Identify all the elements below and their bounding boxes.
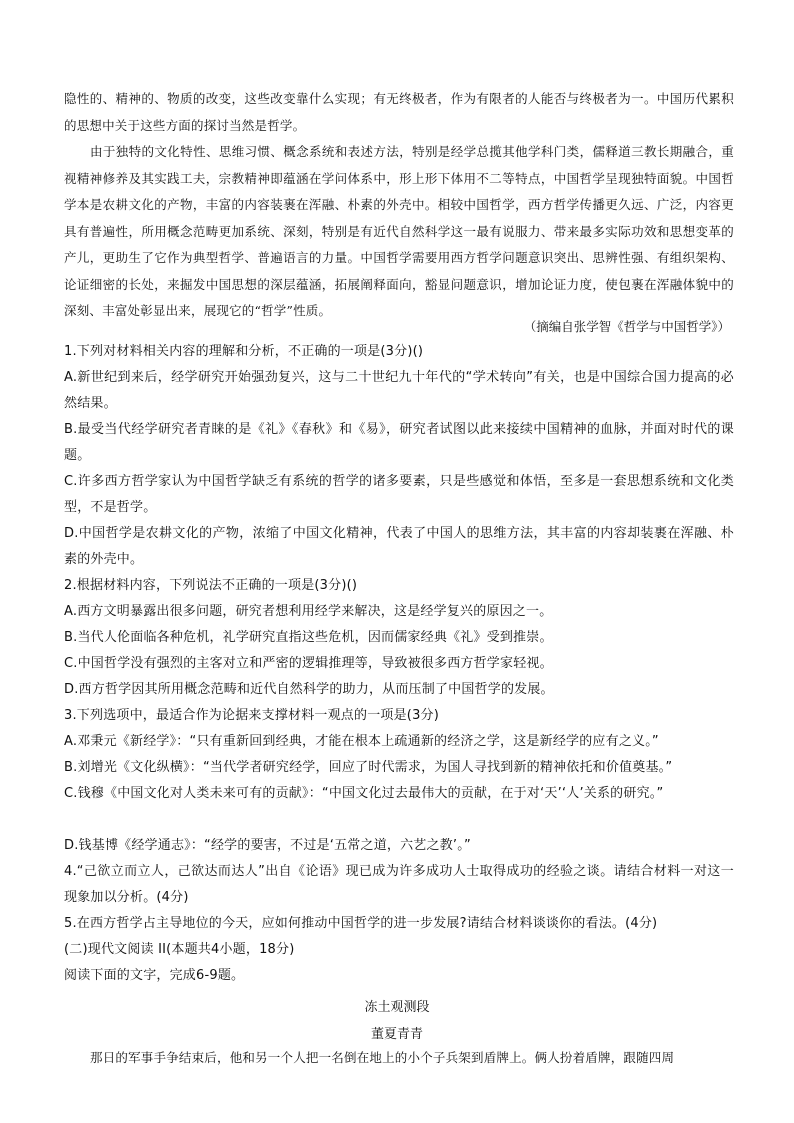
q2-option-b: B.当代人伦面临各种危机，礼学研究直指这些危机，因而儒家经典《礼》受到推崇。 [64,630,553,645]
material-source: （摘编自张学智《哲学与中国哲学》） [523,319,730,334]
q2-option-c: C.中国哲学没有强烈的主客对立和严密的逻辑推理等，导致被很多西方哲学家轻视。 [64,656,553,671]
q5-stem: 5.在西方哲学占主导地位的今天，应如何推动中国哲学的进一步发展?请结合材料谈谈你的看法。(4分) [64,916,658,931]
q3-option-c: C.钱穆《中国文化对人类未来可有的贡献》：“中国文化过去最伟大的贡献，在于对‘天’‘人’关系的研究。” [64,786,664,801]
section-instruction: 阅读下面的文字，完成6-9题。 [64,968,245,983]
q1-option-a: A.新世纪到来后，经学研究开始强劲复兴，这与二十世纪九十年代的“学术转向”有关，也是中国综合国力提高的必然结果。 [64,370,734,411]
q3-stem: 3.下列选项中，最适合作为论据来支撑材料一观点的一项是(3分) [64,708,440,723]
story-paragraph-1: 那日的军事手争结束后，他和另一个人把一名倒在地上的小个子兵架到盾牌上。俩人扮着盾牌，跟随四周 [90,1050,675,1065]
q1-option-b: B.最受当代经学研究者青睐的是《礼》《春秋》和《易》，研究者试图以此来接续中国精神的血脉，并面对时代的课题。 [64,422,734,463]
q3-option-b: B.刘增光《文化纵横》：“当代学者研究经学，回应了时代需求，为国人寻找到新的精神依托和价值奠基。” [64,760,673,775]
q1-option-c: C.许多西方哲学家认为中国哲学缺乏有系统的哲学的诸多要素，只是些感觉和体悟，至多是一套思想系统和文化类型，不是哲学。 [64,474,734,515]
q3-option-a: A.邓秉元《新经学》：“只有重新回到经典，才能在根本上疏通新的经济之学，这是新经学的应有之义。” [64,734,659,749]
q2-option-d: D.西方哲学因其所用概念范畴和近代自然科学的助力，从而压制了中国哲学的发展。 [64,682,554,697]
q2-stem: 2.根据材料内容，下列说法不正确的一项是(3分)() [64,578,358,593]
q2-option-a: A.西方文明暴露出很多问题，研究者想利用经学来解决，这是经学复兴的原因之一。 [64,604,553,619]
story-author: 董夏青青 [370,1027,423,1042]
story-title: 冻土观测段 [364,1000,430,1015]
section-heading: (二)现代文阅读 II(本题共4小题，18分) [64,942,295,957]
q1-option-d: D.中国哲学是农耕文化的产物，浓缩了中国文化精神，代表了中国人的思维方法，其丰富的内容却装裹在浑融、朴素的外壳中。 [64,526,734,567]
q1-stem: 1.下列对材料相关内容的理解和分析，不正确的一项是(3分)() [64,344,424,359]
q4-stem: 4.“己欲立而立人，己欲达而达人”出自《论语》现已成为许多成功人士取得成功的经验之谈。请结合材料一对这一现象加以分析。(4分) [64,864,734,905]
material-paragraph-1: 隐性的、精神的、物质的改变，这些改变靠什么实现；有无终极者，作为有限者的人能否与终极者为一。中国历代累积的思想中关于这些方面的探讨当然是哲学。 [64,91,734,133]
q3-option-d: D.钱基博《经学通志》：“经学的要害，不过是‘五常之道，六艺之教’。” [64,838,471,853]
material-paragraph-2: 由于独特的文化特性、思维习惯、概念系统和表述方法，特别是经学总揽其他学科门类，儒释道三教长期融合，重视精神修养及其实践工夫，宗教精神即蕴涵在学问体系中，形上形下体用不二等特点，中国哲学呈现独特面貌。中国哲学本是农耕文化的产物，丰富的内容装裹在浑融、朴素的外壳中。相较中国哲学，西方哲学传播更久远、广泛，内容更具有普遍性，所用概念范畴更加系统、深刻，特别是有近代自然科学这一最有说服力、带来最多实际功效和思想变革的产儿，更助生了它作为典型哲学、普遍语言的力量。中国哲学需要用西方哲学问题意识突出、思辨性强、有组织架构、论证细密的长处，来掘发中国思想的深层蕴涵，拓展阐释面向，豁显问题意识，增加论证力度，使包裹在浑融体貌中的深刻、丰富处彰显出来，展现它的“哲学”性质。 [64,144,734,318]
